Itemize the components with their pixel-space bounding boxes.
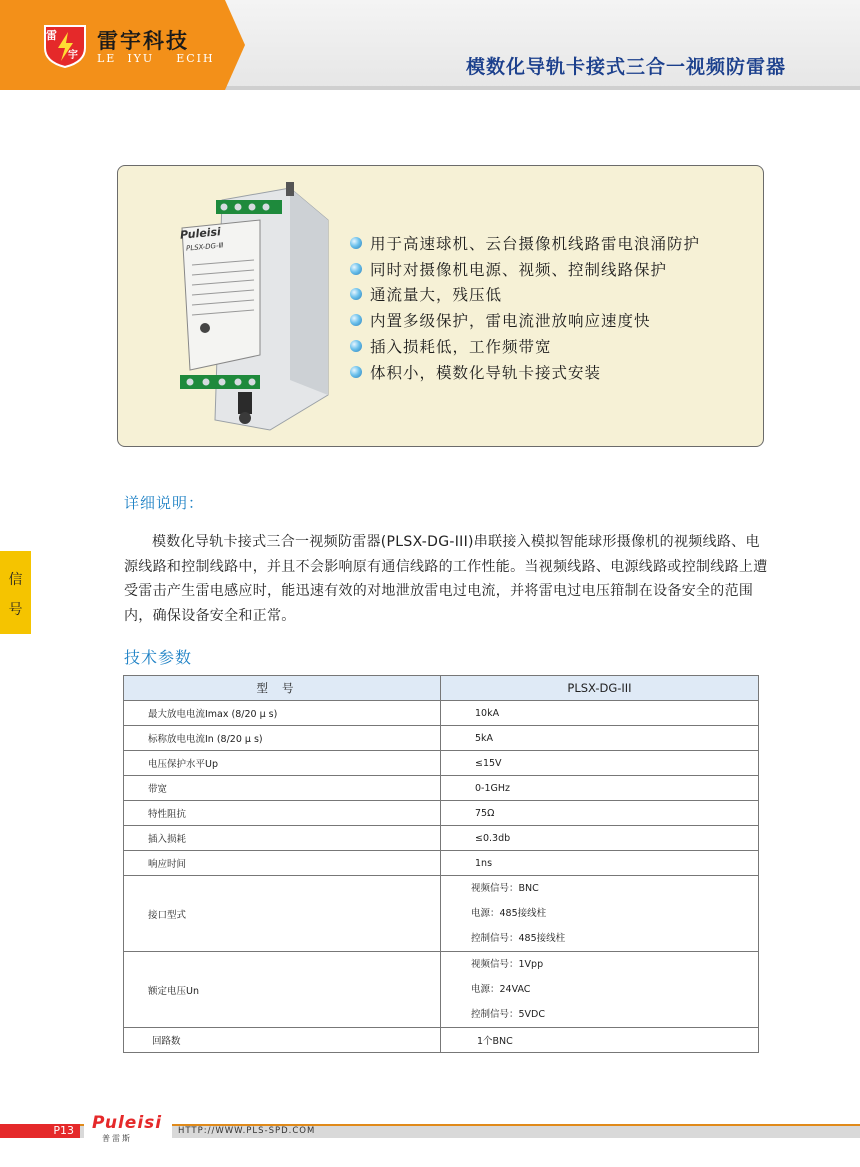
device-brand: Puleisi (179, 225, 222, 242)
table-row-circuits: 回路数 1个BNC (124, 1028, 759, 1053)
bullet-icon (350, 314, 362, 326)
device-model: PLSX-DG-Ⅲ (185, 241, 224, 253)
feature-item: 内置多级保护，雷电流泄放响应速度快 (350, 307, 700, 333)
page-number: P13 (0, 1124, 80, 1138)
table-row-voltage: 额定电压Un 视频信号：1Vpp 电源：24VAC 控制信号：5VDC (124, 952, 759, 1028)
bullet-icon (350, 237, 362, 249)
spec-heading: 技术参数 (124, 648, 193, 667)
table-row: 插入损耗 ≤0.3db (124, 826, 759, 851)
table-row: 最大放电电流Imax (8/20 μ s) 10kA (124, 701, 759, 726)
feature-item: 体积小，模数化导轨卡接式安装 (350, 359, 700, 385)
logo-shield-char-1: 雷 (46, 29, 57, 42)
footer-brand-logo: Puleisi (92, 1113, 163, 1133)
table-row: 标称放电电流In (8/20 μ s) 5kA (124, 726, 759, 751)
table-row: 响应时间 1ns (124, 851, 759, 876)
table-row-interface: 接口型式 视频信号：BNC 电源：485接线柱 控制信号：485接线柱 (124, 876, 759, 952)
feature-item: 插入损耗低，工作频带宽 (350, 333, 700, 359)
page-title: 模数化导轨卡接式三合一视频防雷器 (465, 56, 786, 78)
logo-company-name-en: LE IYU ECIH (97, 52, 215, 65)
header-cell-value: PLSX-DG-III (441, 676, 759, 701)
footer-brand-cn: 普雷斯 (102, 1134, 132, 1143)
logo-company-name: 雷宇科技 (97, 28, 189, 53)
table-row: 带宽 0-1GHz (124, 776, 759, 801)
feature-item: 用于高速球机、云台摄像机线路雷电浪涌防护 (350, 230, 700, 256)
side-tab-char: 信 (8, 572, 23, 588)
spec-table (123, 675, 759, 1053)
details-text: 模数化导轨卡接式三合一视频防雷器(PLSX-DG-III)串联接入模拟智能球形摄像机的视频线路、电源线路和控制线路中，并且不会影响原有通信线路的工作性能。当视频线路、电源线路或控制线路上遭受雷击产生雷电感应时，能迅速有效的对地泄放雷电过电流，并将雷电过电压箝制在设备安全的范围内，确保设备安全和正常。 (124, 534, 768, 624)
bullet-icon (350, 340, 362, 352)
bullet-icon (350, 263, 362, 275)
feature-item: 通流量大，残压低 (350, 282, 700, 308)
feature-item: 同时对摄像机电源、视频、控制线路保护 (350, 256, 700, 282)
product-device-image (160, 180, 330, 435)
footer-url: HTTP://WWW.PLS-SPD.COM (178, 1126, 316, 1136)
logo-shield-char-2: 宇 (68, 50, 78, 61)
bullet-icon (350, 366, 362, 378)
table-row: 特性阻抗 75Ω (124, 801, 759, 826)
bullet-icon (350, 288, 362, 300)
header-cell-model: 型号 (124, 676, 441, 701)
table-header-row (124, 676, 759, 701)
feature-list (350, 230, 700, 385)
side-tab-char: 号 (8, 602, 23, 618)
details-heading: 详细说明： (124, 494, 205, 512)
table-row: 电压保护水平Up ≤15V (124, 751, 759, 776)
side-category-tab (0, 551, 31, 634)
